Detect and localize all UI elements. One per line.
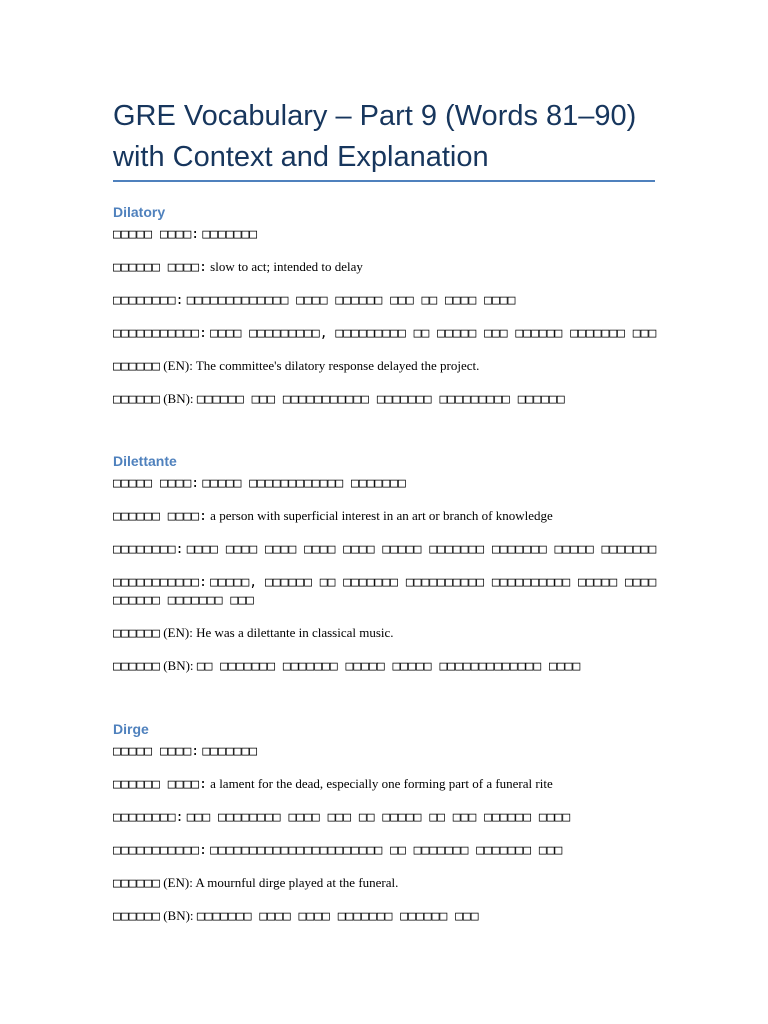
bengali-value: □□□□ □□□□ □□□□ □□□□ □□□□ □□□□□ □□□□□□□ □□□□□□□ □□□□□ □□□□□□□	[186, 542, 657, 557]
vocab-entry	[113, 203, 658, 423]
bengali-label: □□□□□□□□:	[113, 810, 184, 825]
example-en-tag: (EN):	[163, 875, 193, 890]
meaning-value: a person with superficial interest in an art or branch of knowledge	[210, 508, 553, 523]
pos-label: □□□□□ □□□□:	[113, 476, 200, 491]
example-en-label: □□□□□□	[113, 626, 160, 641]
pos-value: □□□□□□□	[202, 744, 258, 759]
english-meaning-line	[113, 507, 658, 525]
pos-value: □□□□□□□	[202, 227, 258, 242]
part-of-speech-line	[113, 225, 658, 243]
example-bn-label: □□□□□□	[113, 392, 160, 407]
example-en-line	[113, 874, 658, 892]
example-bn-value: □□ □□□□□□□ □□□□□□□ □□□□□ □□□□□ □□□□□□□□□□□□□ □□□□	[196, 659, 581, 674]
example-en-tag: (EN):	[163, 358, 193, 373]
part-of-speech-line	[113, 474, 658, 492]
explanation-line	[113, 841, 658, 859]
example-en-value: He was a dilettante in classical music.	[196, 625, 394, 640]
vocab-entry	[113, 720, 658, 940]
example-en-label: □□□□□□	[113, 359, 160, 374]
explanation-value: □□□□ □□□□□□□□□, □□□□□□□□□ □□ □□□□□ □□□ □□□□□□ □□□□□□□ □□□	[210, 326, 657, 341]
entry-word: Dirge	[113, 721, 149, 737]
vocab-entry	[113, 452, 658, 690]
english-meaning-line	[113, 775, 658, 793]
example-bn-tag: (BN):	[163, 658, 194, 673]
bengali-value: □□□ □□□□□□□□ □□□□ □□□ □□ □□□□□ □□ □□□ □□□□□□ □□□□	[186, 810, 571, 825]
example-bn-value: □□□□□□□ □□□□ □□□□ □□□□□□□ □□□□□□ □□□	[196, 909, 479, 924]
meaning-label: □□□□□□ □□□□:	[113, 260, 207, 275]
example-bn-line	[113, 657, 658, 675]
page-title: GRE Vocabulary – Part 9 (Words 81–90) with Context and Explanation	[113, 100, 637, 173]
bengali-value: □□□□□□□□□□□□□ □□□□ □□□□□□ □□□ □□ □□□□ □□□□	[186, 293, 516, 308]
meaning-label: □□□□□□ □□□□:	[113, 509, 207, 524]
bengali-label: □□□□□□□□:	[113, 542, 184, 557]
explanation-value: □□□□□, □□□□□□ □□ □□□□□□□ □□□□□□□□□□ □□□□□□□□□□ □□□□□ □□□□ □□□□□□ □□□□□□□ □□□	[113, 575, 657, 608]
entry-word: Dilettante	[113, 453, 177, 469]
example-en-value: The committee's dilatory response delayed the project.	[195, 358, 480, 373]
pos-label: □□□□□ □□□□:	[113, 744, 200, 759]
meaning-value: slow to act; intended to delay	[210, 259, 363, 274]
example-bn-line	[113, 907, 658, 925]
bengali-meaning-line	[113, 540, 658, 558]
example-bn-label: □□□□□□	[113, 659, 160, 674]
example-en-tag: (EN):	[163, 625, 193, 640]
bengali-meaning-line	[113, 291, 658, 309]
example-en-line	[113, 624, 658, 642]
example-bn-tag: (BN):	[163, 391, 194, 406]
explanation-label: □□□□□□□□□□□:	[113, 843, 207, 858]
example-en-value: A mournful dirge played at the funeral.	[195, 875, 399, 890]
example-en-label: □□□□□□	[113, 876, 160, 891]
explanation-line	[113, 324, 658, 342]
explanation-label: □□□□□□□□□□□:	[113, 326, 207, 341]
meaning-value: a lament for the dead, especially one forming part of a funeral rite	[210, 776, 553, 791]
example-bn-tag: (BN):	[163, 908, 194, 923]
bengali-label: □□□□□□□□:	[113, 293, 184, 308]
example-bn-label: □□□□□□	[113, 909, 160, 924]
entry-word: Dilatory	[113, 204, 166, 220]
english-meaning-line	[113, 258, 658, 276]
example-bn-line	[113, 390, 658, 408]
example-en-line	[113, 357, 658, 375]
meaning-label: □□□□□□ □□□□:	[113, 777, 207, 792]
explanation-line	[113, 573, 658, 609]
explanation-value: □□□□□□□□□□□□□□□□□□□□□□ □□ □□□□□□□ □□□□□□□ □□□	[210, 843, 563, 858]
example-bn-value: □□□□□□ □□□ □□□□□□□□□□□ □□□□□□□ □□□□□□□□□ □□□□□□	[196, 392, 565, 407]
pos-value: □□□□□ □□□□□□□□□□□□ □□□□□□□	[202, 476, 406, 491]
title-underline	[113, 180, 655, 182]
explanation-label: □□□□□□□□□□□:	[113, 575, 207, 590]
part-of-speech-line	[113, 742, 658, 760]
bengali-meaning-line	[113, 808, 658, 826]
pos-label: □□□□□ □□□□:	[113, 227, 200, 242]
